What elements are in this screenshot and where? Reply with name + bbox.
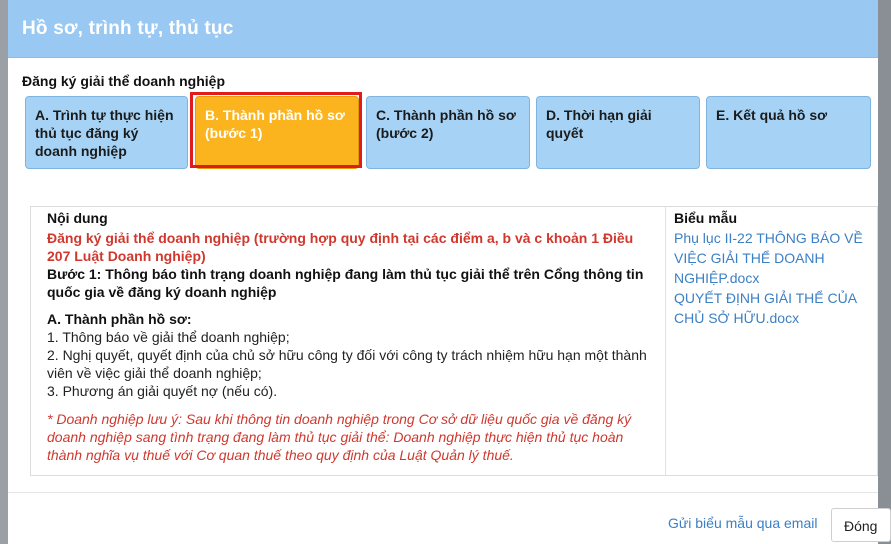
procedure-title: Đăng ký giải thể doanh nghiệp bbox=[22, 73, 226, 89]
step-line1: Bước 1: Thông báo tình trạng doanh nghiệp đang làm thủ tục giải thể trên Cổng thông tin bbox=[47, 266, 644, 282]
tab-d-label-line1: D. Thời hạn giải bbox=[546, 107, 652, 123]
close-button[interactable]: Đóng bbox=[831, 508, 891, 542]
list-item: 2. Nghị quyết, quyết định của chủ sở hữu công ty đối với công ty trách nhiệm hữu hạn một thành bbox=[47, 347, 647, 363]
note-line1: * Doanh nghiệp lưu ý: Sau khi thông tin doanh nghiệp trong Cơ sở dữ liệu quốc gia về đăng ký bbox=[47, 411, 632, 427]
column-divider bbox=[665, 207, 666, 475]
step-description bbox=[47, 265, 659, 301]
content-column bbox=[47, 209, 659, 464]
file-link-line[interactable]: VIỆC GIẢI THỂ DOANH bbox=[674, 250, 825, 266]
file-link-line[interactable]: QUYẾT ĐỊNH GIẢI THỂ CỦA bbox=[674, 290, 858, 306]
page-backdrop bbox=[0, 0, 8, 544]
tab-d-processing-time[interactable] bbox=[536, 96, 700, 169]
note-line2: doanh nghiệp sang tình trạng đang làm thủ tục giải thể: Doanh nghiệp thực hiện thủ tục hoàn bbox=[47, 429, 624, 445]
file-link-line[interactable]: CHỦ SỞ HỮU.docx bbox=[674, 310, 800, 326]
documents-subheading: A. Thành phần hồ sơ: bbox=[47, 311, 192, 327]
list-item: 1. Thông báo về giải thể doanh nghiệp; bbox=[47, 329, 290, 345]
file-link-line[interactable]: NGHIỆP.docx bbox=[674, 270, 760, 286]
tab-a-procedure-steps[interactable] bbox=[25, 96, 188, 169]
tab-c-documents-step2[interactable] bbox=[366, 96, 530, 169]
note-line3: thành nghĩa vụ thuế với Cơ quan thuế theo quy định của Luật Quản lý thuế. bbox=[47, 447, 514, 463]
documents-table bbox=[30, 206, 878, 476]
procedure-modal bbox=[8, 0, 878, 544]
tab-a-label-line2: thủ tục đăng ký bbox=[35, 125, 139, 141]
list-item: viên về việc giải thể doanh nghiệp; bbox=[47, 365, 262, 381]
tab-b-documents-step1[interactable] bbox=[195, 96, 359, 169]
footer-divider bbox=[8, 492, 878, 493]
tab-e-label-line1: E. Kết quả hồ sơ bbox=[716, 107, 828, 123]
case-title bbox=[47, 229, 659, 265]
step-line2: quốc gia về đăng ký doanh nghiệp bbox=[47, 284, 277, 300]
template-file-link-ii22[interactable] bbox=[674, 229, 874, 287]
case-title-line2: 207 Luật Doanh nghiệp) bbox=[47, 248, 206, 264]
tab-e-result[interactable] bbox=[706, 96, 871, 169]
tab-a-label-line3: doanh nghiệp bbox=[35, 143, 127, 159]
template-file-link-decision[interactable] bbox=[674, 289, 874, 327]
content-column-header: Nội dung bbox=[47, 210, 108, 226]
case-title-line1: Đăng ký giải thể doanh nghiệp (trường hợp quy định tại các điểm a, b và c khoản 1 Điều bbox=[47, 230, 634, 246]
list-item: 3. Phương án giải quyết nợ (nếu có). bbox=[47, 383, 278, 399]
modal-header bbox=[8, 0, 878, 58]
tab-c-label-line2: (bước 2) bbox=[376, 125, 434, 141]
modal-title: Hồ sơ, trình tự, thủ tục bbox=[22, 17, 234, 39]
tab-b-label-line2: (bước 1) bbox=[205, 125, 263, 141]
tab-a-label-line1: A. Trình tự thực hiện bbox=[35, 107, 174, 123]
file-link-line[interactable]: Phụ lục II-22 THÔNG BÁO VỀ bbox=[674, 230, 863, 246]
tab-bar bbox=[25, 96, 875, 171]
tab-d-label-line2: quyết bbox=[546, 125, 584, 141]
templates-column bbox=[674, 209, 874, 327]
send-templates-email-link[interactable]: Gửi biểu mẫu qua email bbox=[668, 515, 818, 531]
documents-list bbox=[47, 328, 659, 400]
tab-b-label-line1: B. Thành phần hồ sơ bbox=[205, 107, 345, 123]
templates-column-header: Biểu mẫu bbox=[674, 210, 738, 226]
tab-c-label-line1: C. Thành phần hồ sơ bbox=[376, 107, 516, 123]
warning-note bbox=[47, 410, 659, 464]
